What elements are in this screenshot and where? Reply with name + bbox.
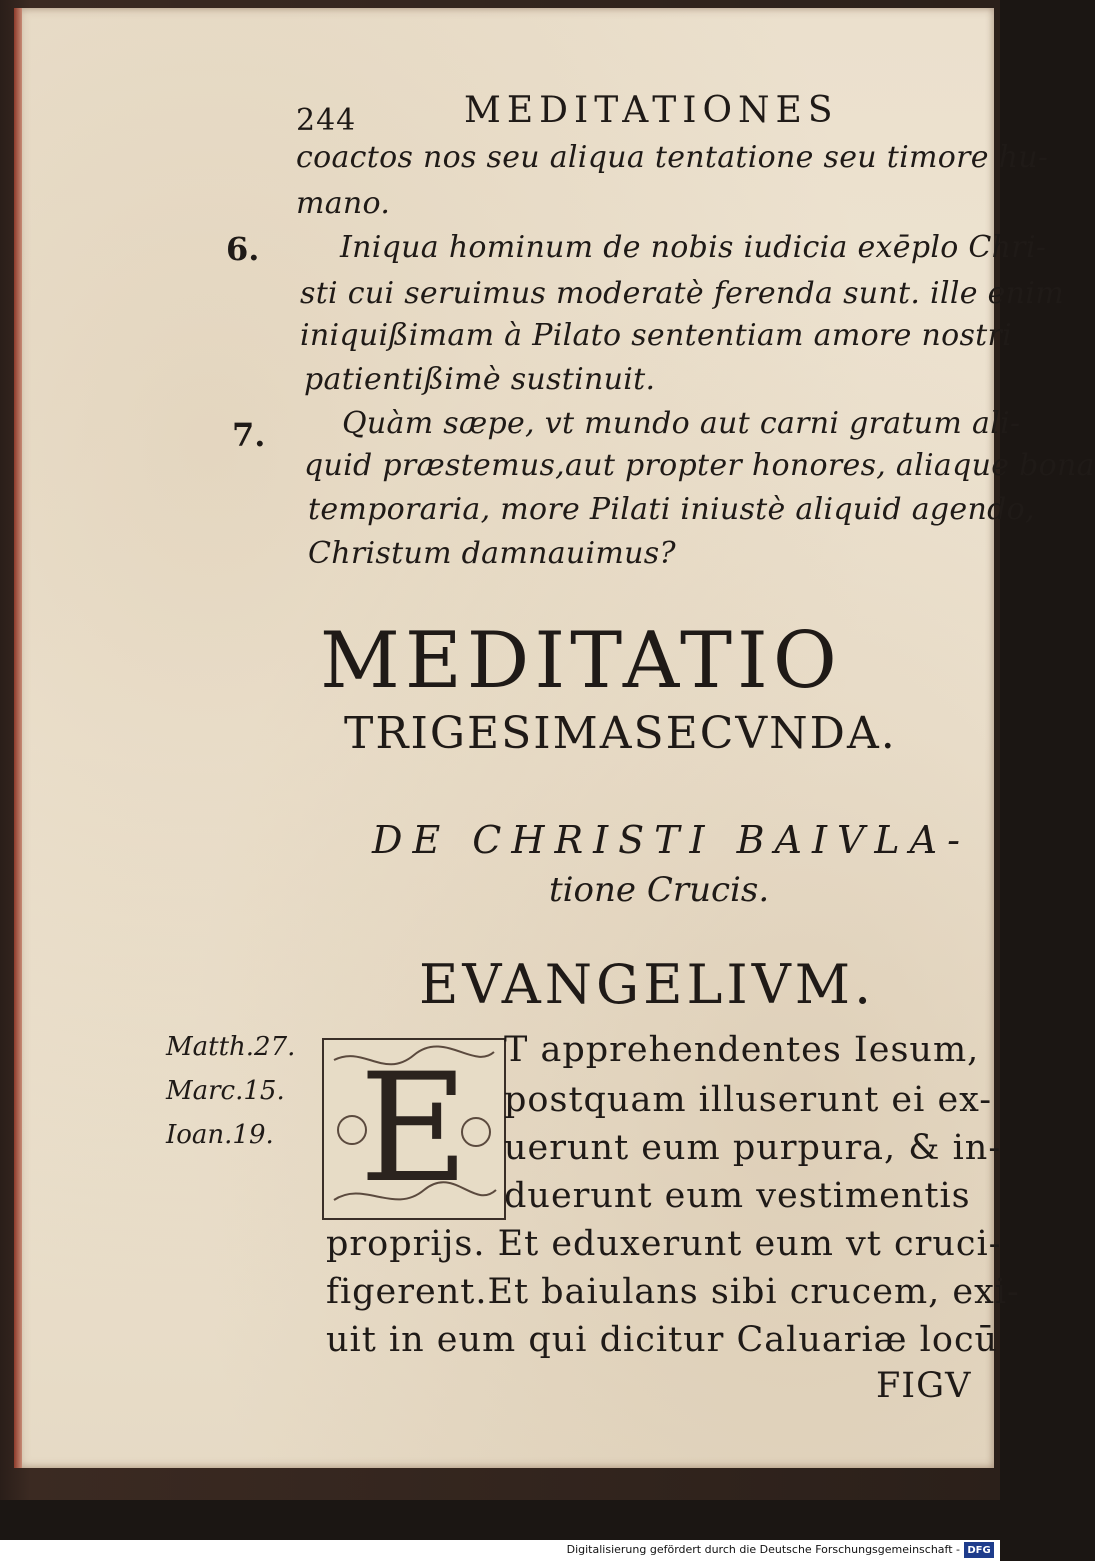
- margin-reference: Ioan.19.: [166, 1120, 274, 1150]
- text-line: quid præstemus,aut propter honores, aliaque bona: [304, 448, 1095, 483]
- text-line: postquam illuserunt ei ex-: [504, 1080, 993, 1120]
- page-edge: [14, 8, 22, 1468]
- catchword: FIGV: [876, 1366, 972, 1406]
- initial-letter: E: [359, 1042, 469, 1216]
- margin-reference: Marc.15.: [166, 1076, 285, 1106]
- meditatio-subtitle: TRIGESIMASECVNDA.: [344, 708, 897, 759]
- text-line: duerunt eum vestimentis: [504, 1176, 971, 1216]
- evangelium-heading: EVANGELIVM.: [419, 953, 876, 1016]
- text-line: coactos nos seu aliqua tentatione seu timore hu-: [296, 140, 1049, 175]
- margin-reference: Matth.27.: [166, 1032, 296, 1062]
- text-line: uerunt eum purpura, & in-: [504, 1128, 1002, 1168]
- text-line: figerent.Et baiulans sibi crucem, exi-: [326, 1272, 1020, 1312]
- text-line: proprijs. Et eduxerunt eum vt cruci-: [326, 1224, 1002, 1264]
- text-line: uit in eum qui dicitur Caluariæ locū: [326, 1320, 999, 1360]
- running-title: MEDITATIONES: [464, 90, 839, 131]
- item-number-7: 7.: [232, 416, 266, 454]
- text-line: Quàm sæpe, vt mundo aut carni gratum ali-: [342, 406, 1021, 441]
- funding-notice: Digitalisierung gefördert durch die Deutsche Forschungsgemeinschaft -: [566, 1543, 960, 1556]
- dfg-logo-icon: DFG: [964, 1542, 994, 1558]
- text-line: Iniqua hominum de nobis iudicia exēplo Chri-: [340, 230, 1047, 265]
- book-page: [14, 8, 1095, 1468]
- meditatio-topic-line1: DE CHRISTI BAIVLA-: [372, 818, 970, 862]
- item-number-6: 6.: [226, 230, 260, 268]
- page-number: 244: [296, 103, 357, 138]
- text-line: sti cui seruimus moderatè ferenda sunt. ille enim: [300, 276, 1064, 311]
- text-line: temporaria, more Pilati iniustè aliquid agendo,: [308, 492, 1035, 527]
- text-line: T apprehendentes Iesum,: [504, 1030, 980, 1070]
- meditatio-title: MEDITATIO: [320, 616, 842, 706]
- text-line: patientißimè sustinuit.: [304, 362, 656, 397]
- text-line: mano.: [296, 186, 391, 221]
- decorated-initial: [322, 1038, 506, 1220]
- meditatio-topic-line2: tione Crucis.: [549, 870, 770, 910]
- text-line: iniquißimam à Pilato sententiam amore nostri: [300, 318, 1013, 353]
- text-line: Christum damnauimus?: [308, 536, 676, 571]
